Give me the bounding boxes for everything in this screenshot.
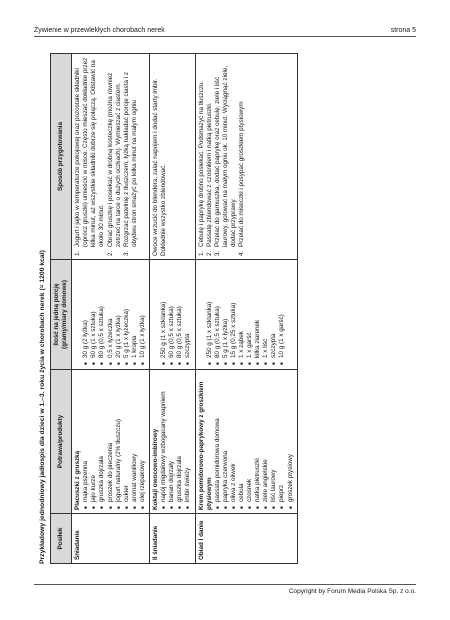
step-text: Przelać do garnuszka, dodać paprykę oraz cebulę, ziele i liść laurowy, gotować na małym ogniu ok. 10 minut. Wyciągnąć ziele, dodać przyprawy. [213, 65, 237, 247]
product-item: ■ napój migdałowy wzbogacany wapniem [160, 373, 168, 510]
product-item: ■ natka pietruszki [254, 373, 262, 510]
page-number: strona 5 [390, 27, 416, 34]
amount-item: ■ 80 g (0,5 x sztuka) [214, 263, 222, 366]
product-item: ■ ziele angielskie [262, 373, 270, 510]
step-item: 2. Obrać gruszkę i posiekać w drobną kosteczkę (można również zetrzeć na tarce o dużych oczkach). Wymieszać z ciastem. [106, 72, 122, 256]
product-item: ■ olej rzepakowy [139, 373, 147, 510]
amount-item: ■ 10 g (1 x garść) [278, 263, 286, 366]
amount-cell [150, 260, 195, 370]
step-text: Przelać do miseczki i posypać groszkiem ptysiowym [237, 101, 245, 247]
product-item: ■ papryka czerwona [222, 373, 230, 510]
product-item: ■ cukier [123, 373, 131, 510]
step-item: 3. Przelać do garnuszka, dodać paprykę oraz cebulę, ziele i liść laurowy, gotować na małym ogniu ok. 10 minut. Wyciągnąć ziele, dodać przyprawy. [213, 65, 237, 256]
table-caption: Przykładowy jednodniowy jadłospis dla dzieci w 1.–3. roku życia w chorobach nerek (≈ 1200 kcal) [39, 250, 46, 564]
product-item: ■ banan dojrzały [168, 373, 176, 510]
amount-item: ■ 15 g (0,25 x sztuka) [230, 263, 238, 366]
table-row [72, 54, 150, 564]
product-item: ■ liść laurowy [270, 373, 278, 510]
product-item: ■ passata pomidorowa domowa [214, 373, 222, 510]
meal-cell: II śniadanie [150, 514, 195, 564]
product-item: ■ groszek ptysiowy [287, 373, 295, 510]
amount-list [206, 263, 287, 366]
step-item: 1. Jogurt i jajko w temperaturze pokojowej oraz pozostałe składniki (oprócz gruszki) umieścić w misce. Często mieszać dokładnie przez kilka minut, aż wszystkie składniki dobrze się połączą. Odstawić na około 30 minut. [74, 57, 106, 256]
product-item: ■ pieprz [278, 373, 286, 510]
step-text: Passatę zblendować z czosnkiem i natką pietruszki. [205, 102, 213, 247]
footer-copyright: Copyright by Forum Media Polska Sp. z o.o. [288, 588, 416, 595]
table-row [195, 54, 297, 564]
amount-item: ■ szczypta [270, 263, 278, 366]
amount-item: ■ 5 g (1 x łyżka) [222, 263, 230, 366]
product-item: ■ proszek do pieczenia [107, 373, 115, 510]
amount-cell [195, 260, 297, 370]
method-cell [195, 54, 297, 260]
meal-cell: Śniadanie [72, 514, 150, 564]
product-list [160, 373, 192, 510]
dish-name: Placuszki z gruszką [74, 450, 82, 510]
product-item: ■ czosnek [246, 373, 254, 510]
product-item: ■ jajo kurze [90, 373, 98, 510]
product-list [82, 373, 147, 510]
method-cell [150, 54, 195, 260]
product-item: ■ mąka pszenna [82, 373, 90, 510]
footer-divider [34, 584, 416, 585]
amount-item: ■ 5 g (1 x łyżeczka) [123, 263, 131, 366]
product-item: ■ cebula [238, 373, 246, 510]
product-item: ■ jogurt naturalny (2% tłuszczu) [115, 373, 123, 510]
amount-item: ■ 60 g (0,5 x sztuka) [168, 263, 176, 366]
amount-item: ■ 10 g (1 x łyżka) [139, 263, 147, 366]
product-item: ■ gruszka dojrzała [176, 373, 184, 510]
header-title: Żywienie w przewlekłych chorobach nerek [34, 27, 165, 34]
step-text: Cebulę i paprykę drobno posiekać. Podsmażyć na tłuszczu. [197, 80, 205, 247]
amount-item: ■ 1 x liść [262, 263, 270, 366]
rotated-table-block [38, 54, 408, 564]
dish-name: Koktajl owocowo-imbirowy [152, 428, 160, 510]
step-list [74, 57, 139, 256]
amount-item: ■ kilka ziarenek [254, 263, 262, 366]
amount-item: ■ 60 g (1 x sztuka) [90, 263, 98, 366]
product-item: ■ imbir świeży [184, 373, 192, 510]
step-text: Rozgrzać patelnię z tłuszczem, łyżką nakładać porcje ciasta i z obydwu stron smażyć po kilka minut na małym ogniu [122, 72, 138, 247]
step-item: 3. Rozgrzać patelnię z tłuszczem, łyżką nakładać porcje ciasta i z obydwu stron smażyć po kilka minut na małym ogniu [122, 72, 138, 256]
step-item: 2. Passatę zblendować z czosnkiem i natką pietruszki. [205, 102, 213, 256]
amount-spacer [74, 263, 82, 366]
menu-table [50, 53, 298, 564]
meal-cell: Obiad I danie [195, 514, 297, 564]
header-amount: Ilość na jedną porcję (gramy/miary domowe) [51, 260, 72, 370]
amount-list [82, 263, 147, 366]
header-divider [34, 36, 416, 37]
amount-item: ■ 1 kropla [131, 263, 139, 366]
dish-cell [150, 370, 195, 514]
product-item: ■ aromat waniliowy [131, 373, 139, 510]
amount-spacer [198, 263, 206, 366]
step-item: 4. Przelać do miseczki i posypać groszkiem ptysiowym [237, 101, 245, 256]
amount-item: ■ 80 g (0,5 x sztuka) [176, 263, 184, 366]
dish-cell [72, 370, 150, 514]
step-item: 1. Cebulę i paprykę drobno posiekać. Podsmażyć na tłuszczu. [197, 80, 205, 256]
product-item: ■ oliwa z oliwek [230, 373, 238, 510]
amount-item: ■ 0,5 x łyżeczka [107, 263, 115, 366]
header-meal: Posiłek [51, 514, 72, 564]
amount-item: ■ 1 x garść [246, 263, 254, 366]
table-header-row [51, 54, 72, 564]
amount-item: ■ szczypta [184, 263, 192, 366]
amount-item: ■ 80 g (0,5 x sztuka) [98, 263, 106, 366]
dish-name: Krem pomidorowo-paprykowy z groszkiem ptysiowym [197, 381, 213, 510]
amount-item: ■ 30 g (2 łyżka) [82, 263, 90, 366]
amount-spacer [152, 263, 160, 366]
step-list [198, 57, 247, 256]
header-dish: Potrawa/produkty [51, 370, 72, 514]
step-text: Owoce wrzucić do blendera, zalać napojem i dodać starty imbir. Dokładnie wszystko zblendować. [152, 78, 168, 256]
amount-cell [72, 260, 150, 370]
amount-item: ■ 1 x ząbek [238, 263, 246, 366]
dish-cell [195, 370, 297, 514]
step-text: Obrać gruszkę i posiekać w drobną kosteczkę (można również zetrzeć na tarce o dużych oczkach). Wymieszać z ciastem. [106, 72, 122, 247]
amount-item: ■ 250 g (1 x szklanka) [160, 263, 168, 366]
table-row [150, 54, 195, 564]
amount-item: ■ 20 g (1 x łyżka) [115, 263, 123, 366]
header-method: Sposób przygotowania [51, 54, 72, 260]
step-text: Jogurt i jajko w temperaturze pokojowej oraz pozostałe składniki (oprócz gruszki) umieścić w misce. Często mieszać dokładnie przez kilka minut, aż wszystkie składniki dobrze się połączą. Odstawić na około 30 minut. [74, 57, 106, 247]
method-cell [72, 54, 150, 260]
product-list [214, 373, 295, 510]
amount-list [160, 263, 192, 366]
amount-item: ■ 250 g (1 x szklanka) [206, 263, 214, 366]
product-item: ■ gruszka dojrzała [98, 373, 106, 510]
